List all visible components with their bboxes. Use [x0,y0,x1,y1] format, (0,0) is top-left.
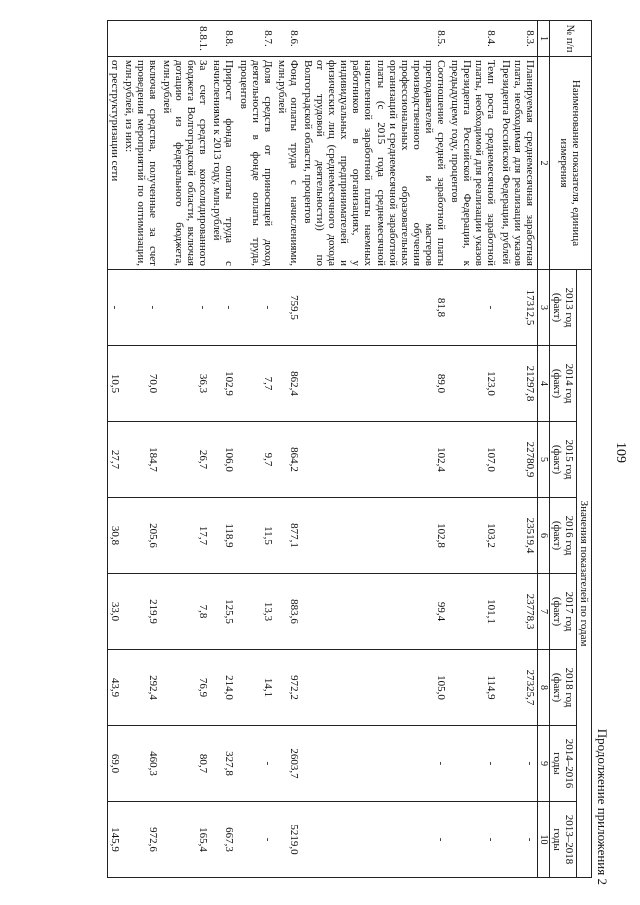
indicator-value: 214,0 [210,650,236,726]
indicator-value: 864,2 [275,422,301,498]
header-year: 2013 год (факт) [549,270,576,346]
indicator-value: 667,3 [210,802,236,878]
indicator-value: 23519,4 [498,498,537,574]
indicator-value: 107,0 [448,422,498,498]
indicator-value: - [498,802,537,878]
indicator-value: 219,9 [122,574,160,650]
indicator-value: 101,1 [448,574,498,650]
indicator-value: 125,5 [210,574,236,650]
col-number: 4 [537,346,549,422]
col-number: 10 [537,802,549,878]
table-row [236,21,274,878]
indicator-value: 165,4 [160,802,210,878]
row-number: 8.8. [210,21,236,57]
indicator-value: 102,9 [210,346,236,422]
header-year: 2014–2016 годы [549,726,576,802]
indicator-value: 23778,3 [498,574,537,650]
indicator-value: 972,2 [275,650,301,726]
indicator-value: 30,8 [107,498,122,574]
indicator-value: 105,0 [301,650,448,726]
indicator-value: 118,9 [210,498,236,574]
indicator-name: Планируемая среднемесячная заработная плата, необходимая для реализации указов Президента Российской Федерации, рублей [498,57,537,270]
indicator-value: 89,0 [301,346,448,422]
header-num: № п/п [549,21,591,57]
indicator-value: - [448,802,498,878]
indicator-value: 759,5 [275,270,301,346]
col-number: 5 [537,422,549,498]
row-number: 8.4. [448,21,498,57]
col-number: 9 [537,726,549,802]
indicator-value: 106,0 [210,422,236,498]
indicator-value: 184,7 [122,422,160,498]
row-number: 8.6. [275,21,301,57]
table-row [210,21,236,878]
header-year: 2015 год (факт) [549,422,576,498]
indicator-value: 69,0 [107,726,122,802]
indicator-value: 81,8 [301,270,448,346]
indicator-name: включая средства, полученные за счет проведения мероприятий по оптимизации, млн.рублей, из них: [122,57,160,270]
table-row [122,21,160,878]
indicator-value: 7,8 [160,574,210,650]
indicator-value: 27325,7 [498,650,537,726]
indicator-value: 36,3 [160,346,210,422]
indicator-name: Темп роста среднемесячной заработной платы, необходимой для реализации указов Президента Российской Федерации, к предыдущему году, процентов [448,57,498,270]
indicator-value: 99,4 [301,574,448,650]
indicator-value: 14,1 [236,650,274,726]
header-year: 2016 год (факт) [549,498,576,574]
col-number: 7 [537,574,549,650]
indicator-value: 17312,5 [498,270,537,346]
indicator-value: 883,6 [275,574,301,650]
indicator-value: 26,7 [160,422,210,498]
header-group: Значения показателей по годам [576,270,591,878]
indicator-value: 145,9 [107,802,122,878]
indicator-value: 877,1 [275,498,301,574]
indicator-value: - [448,270,498,346]
indicator-value: 17,7 [160,498,210,574]
indicator-value: 114,9 [448,650,498,726]
indicator-value: 460,3 [122,726,160,802]
indicator-value: 103,2 [448,498,498,574]
indicator-name: Доля средств от приносящей доход деятельности в фонде оплаты труда, процентов [236,57,274,270]
indicator-value: 123,0 [448,346,498,422]
col-number: 2 [537,57,549,270]
header-year: 2013–2018 годы [549,802,576,878]
continuation-label: Продолжение приложения 2 [595,728,610,885]
col-number: 8 [537,650,549,726]
table-body [107,21,537,878]
indicator-value: 205,6 [122,498,160,574]
indicator-value: 10,5 [107,346,122,422]
indicator-value: 7,7 [236,346,274,422]
row-number: 8.3. [498,21,537,57]
col-number: 1 [537,21,549,57]
header-name: Наименование показателя, единица измерения [549,57,591,270]
indicator-value: 5219,0 [275,802,301,878]
indicator-value: - [301,802,448,878]
table-row [448,21,498,878]
indicator-name: Прирост фонда оплаты труда с начислениями к 2013 году, млн.рублей [210,57,236,270]
indicator-value: - [301,726,448,802]
indicator-value: - [236,726,274,802]
indicators-table [107,20,592,878]
indicator-value: 9,7 [236,422,274,498]
header-year: 2017 год (факт) [549,574,576,650]
header-year: 2014 год (факт) [549,346,576,422]
indicator-value: - [236,802,274,878]
table-row [107,21,122,878]
indicator-value: 102,8 [301,498,448,574]
indicator-value: - [498,726,537,802]
indicator-value: 2603,7 [275,726,301,802]
page-number: 109 [613,442,628,463]
row-number [107,21,122,57]
col-number: 3 [537,270,549,346]
indicator-value: 76,9 [160,650,210,726]
indicator-name: Фонд оплаты труда с начислениями, млн.рублей [275,57,301,270]
indicator-value: 21297,8 [498,346,537,422]
indicator-value: 327,8 [210,726,236,802]
indicator-value: 292,4 [122,650,160,726]
indicator-value: - [107,270,122,346]
indicator-value: - [448,726,498,802]
indicator-name: За счет средств консолидированного бюджета Волгоградской области, включая дотацию из федерального бюджета, млн.рублей [160,57,210,270]
indicator-value: 972,6 [122,802,160,878]
indicator-value: 13,3 [236,574,274,650]
indicator-value: - [122,270,160,346]
indicator-value: 33,0 [107,574,122,650]
row-number: 8.7. [236,21,274,57]
col-number: 6 [537,498,549,574]
table-row [301,21,448,878]
indicator-value: 862,4 [275,346,301,422]
indicator-value: 70,0 [122,346,160,422]
indicator-value: 80,7 [160,726,210,802]
indicator-name: Соотношение средней заработной платы преподавателей и мастеров производственного обучения профессиональных образовательных организаций и среднемесячной заработной платы (с 2015 года среднемесячной начисленной заработной платы наемных работников в организациях, у индивидуальных предпринимателей и физических лиц (среднемесячного дохода от трудовой деятельности)) по Волгоградской области, процентов [301,57,448,270]
table-row [275,21,301,878]
indicator-value: - [210,270,236,346]
row-number: 8.8.1. [160,21,210,57]
indicator-value: 43,9 [107,650,122,726]
indicator-value: - [236,270,274,346]
indicator-value: 102,4 [301,422,448,498]
indicator-value: 11,5 [236,498,274,574]
table-row [498,21,537,878]
row-number: 8.5. [301,21,448,57]
row-number [122,21,160,57]
indicator-name: от реструктуризации сети [107,57,122,270]
indicator-value: 22780,9 [498,422,537,498]
indicator-value: 27,7 [107,422,122,498]
table-row [160,21,210,878]
header-year: 2018 год (факт) [549,650,576,726]
indicator-value: - [160,270,210,346]
